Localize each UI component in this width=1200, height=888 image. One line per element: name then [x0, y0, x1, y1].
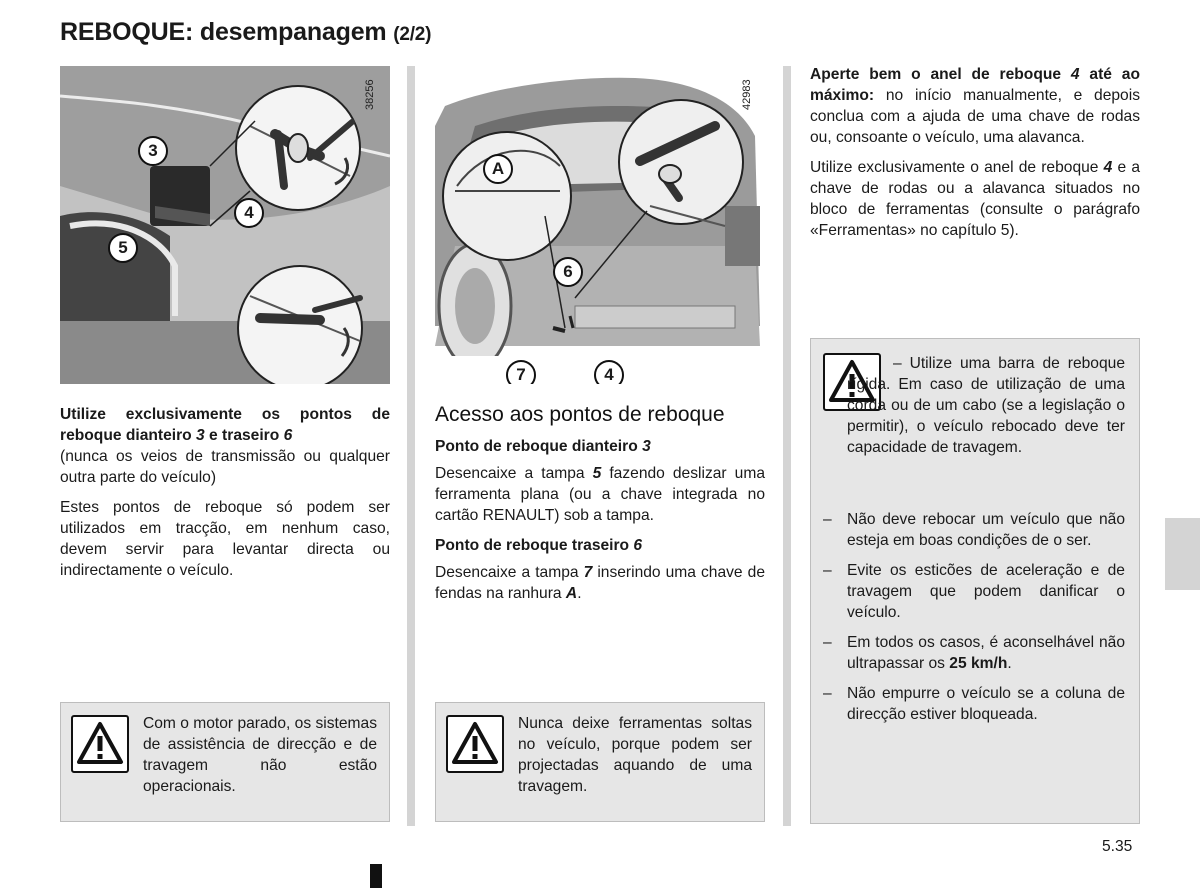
rear-tow-heading: Ponto de reboque traseiro 6	[435, 537, 643, 554]
column-separator-1	[407, 66, 415, 826]
callout-5: 5	[108, 233, 138, 263]
rear-car-drawing	[435, 66, 765, 384]
callout-6: 6	[553, 257, 583, 287]
crop-mark	[370, 864, 382, 888]
page-title	[60, 18, 431, 47]
tow-points-instruction: Utilize exclusivamente os pontos de reboque dianteiro 3 e traseiro 6 (nunca os veios de transmissão ou qualquer outra parte do veículo)	[60, 406, 390, 486]
list-item: – Não deve rebocar um veículo que não esteja em boas condições de o ser.	[823, 511, 1125, 549]
list-item: – Em todos os casos, é aconselhável não ultrapassar os 25 km/h.	[823, 634, 1125, 672]
callout-4: 4	[594, 360, 624, 384]
front-tow-instructions: Desencaixe a tampa 5 fazendo deslizar uma ferramenta plana (ou a chave integrada no cartão RENAULT) sob a tampa.	[435, 465, 765, 524]
callout-4: 4	[234, 198, 264, 228]
traction-only-note: Estes pontos de reboque só podem ser utilizados em tracção, em nenhum caso, devem servir para levantar directa ou indirectamente o veículo.	[60, 499, 390, 579]
towing-precautions-warning-box	[810, 338, 1140, 824]
rigid-bar-warning: – Utilize uma barra de reboque rígida. Em caso de utilização de uma corda ou de um cabo (se a legislação o permitir), o veículo rebocado deve ter capacidade de travagem.	[847, 355, 1125, 456]
warning-triangle-icon	[446, 715, 504, 773]
page-number: 5.35	[1102, 838, 1133, 855]
title-main: REBOQUE: desempanagem	[60, 18, 387, 46]
callout-a: A	[483, 154, 513, 184]
use-tool-kit-instruction: Utilize exclusivamente o anel de reboque 4 e a chave de rodas ou a alavanca situados no bloco de ferramentas (consulte o parágrafo «Ferramentas» no capítulo 5).	[810, 159, 1140, 239]
column-separator-2	[783, 66, 791, 826]
front-tow-heading: Ponto de reboque dianteiro 3	[435, 438, 651, 455]
chapter-side-tab	[1165, 518, 1200, 590]
tighten-ring-instruction: Aperte bem o anel de reboque 4 até ao máximo: no início manualmente, e depois conclua com a ajuda de uma chave de rodas ou, consoante o veículo, uma alavanca.	[810, 66, 1140, 146]
access-heading: Acesso aos pontos de reboque	[435, 403, 725, 426]
front-bumper-drawing	[60, 66, 390, 384]
column-3-text	[810, 64, 1140, 250]
callout-7: 7	[506, 360, 536, 384]
engine-off-warning-box	[60, 702, 390, 822]
column-1-text	[60, 404, 390, 590]
column-2-text	[435, 402, 765, 613]
rear-tow-point-illustration	[435, 66, 765, 384]
loose-tools-warning-box	[435, 702, 765, 822]
title-suffix: (2/2)	[393, 24, 432, 45]
rear-tow-instructions: Desencaixe a tampa 7 inserindo uma chave de fendas na ranhura A.	[435, 564, 765, 602]
precautions-list	[823, 509, 1125, 734]
front-tow-point-illustration	[60, 66, 390, 384]
warning-triangle-icon	[71, 715, 129, 773]
figure-reference-number: 42983	[741, 79, 753, 110]
callout-3: 3	[138, 136, 168, 166]
loose-tools-warning-text: Nunca deixe ferramentas soltas no veículo, porque podem ser projectadas aquando de uma travagem.	[518, 715, 752, 795]
engine-off-warning-text: Com o motor parado, os sistemas de assistência de direcção e de travagem não estão operacionais.	[143, 715, 377, 795]
list-item: – Evite os esticões de aceleração e de travagem que podem danificar o veículo.	[823, 562, 1125, 621]
figure-reference-number: 38256	[364, 79, 376, 110]
list-item: – Não empurre o veículo se a coluna de direcção estiver bloqueada.	[823, 685, 1125, 723]
